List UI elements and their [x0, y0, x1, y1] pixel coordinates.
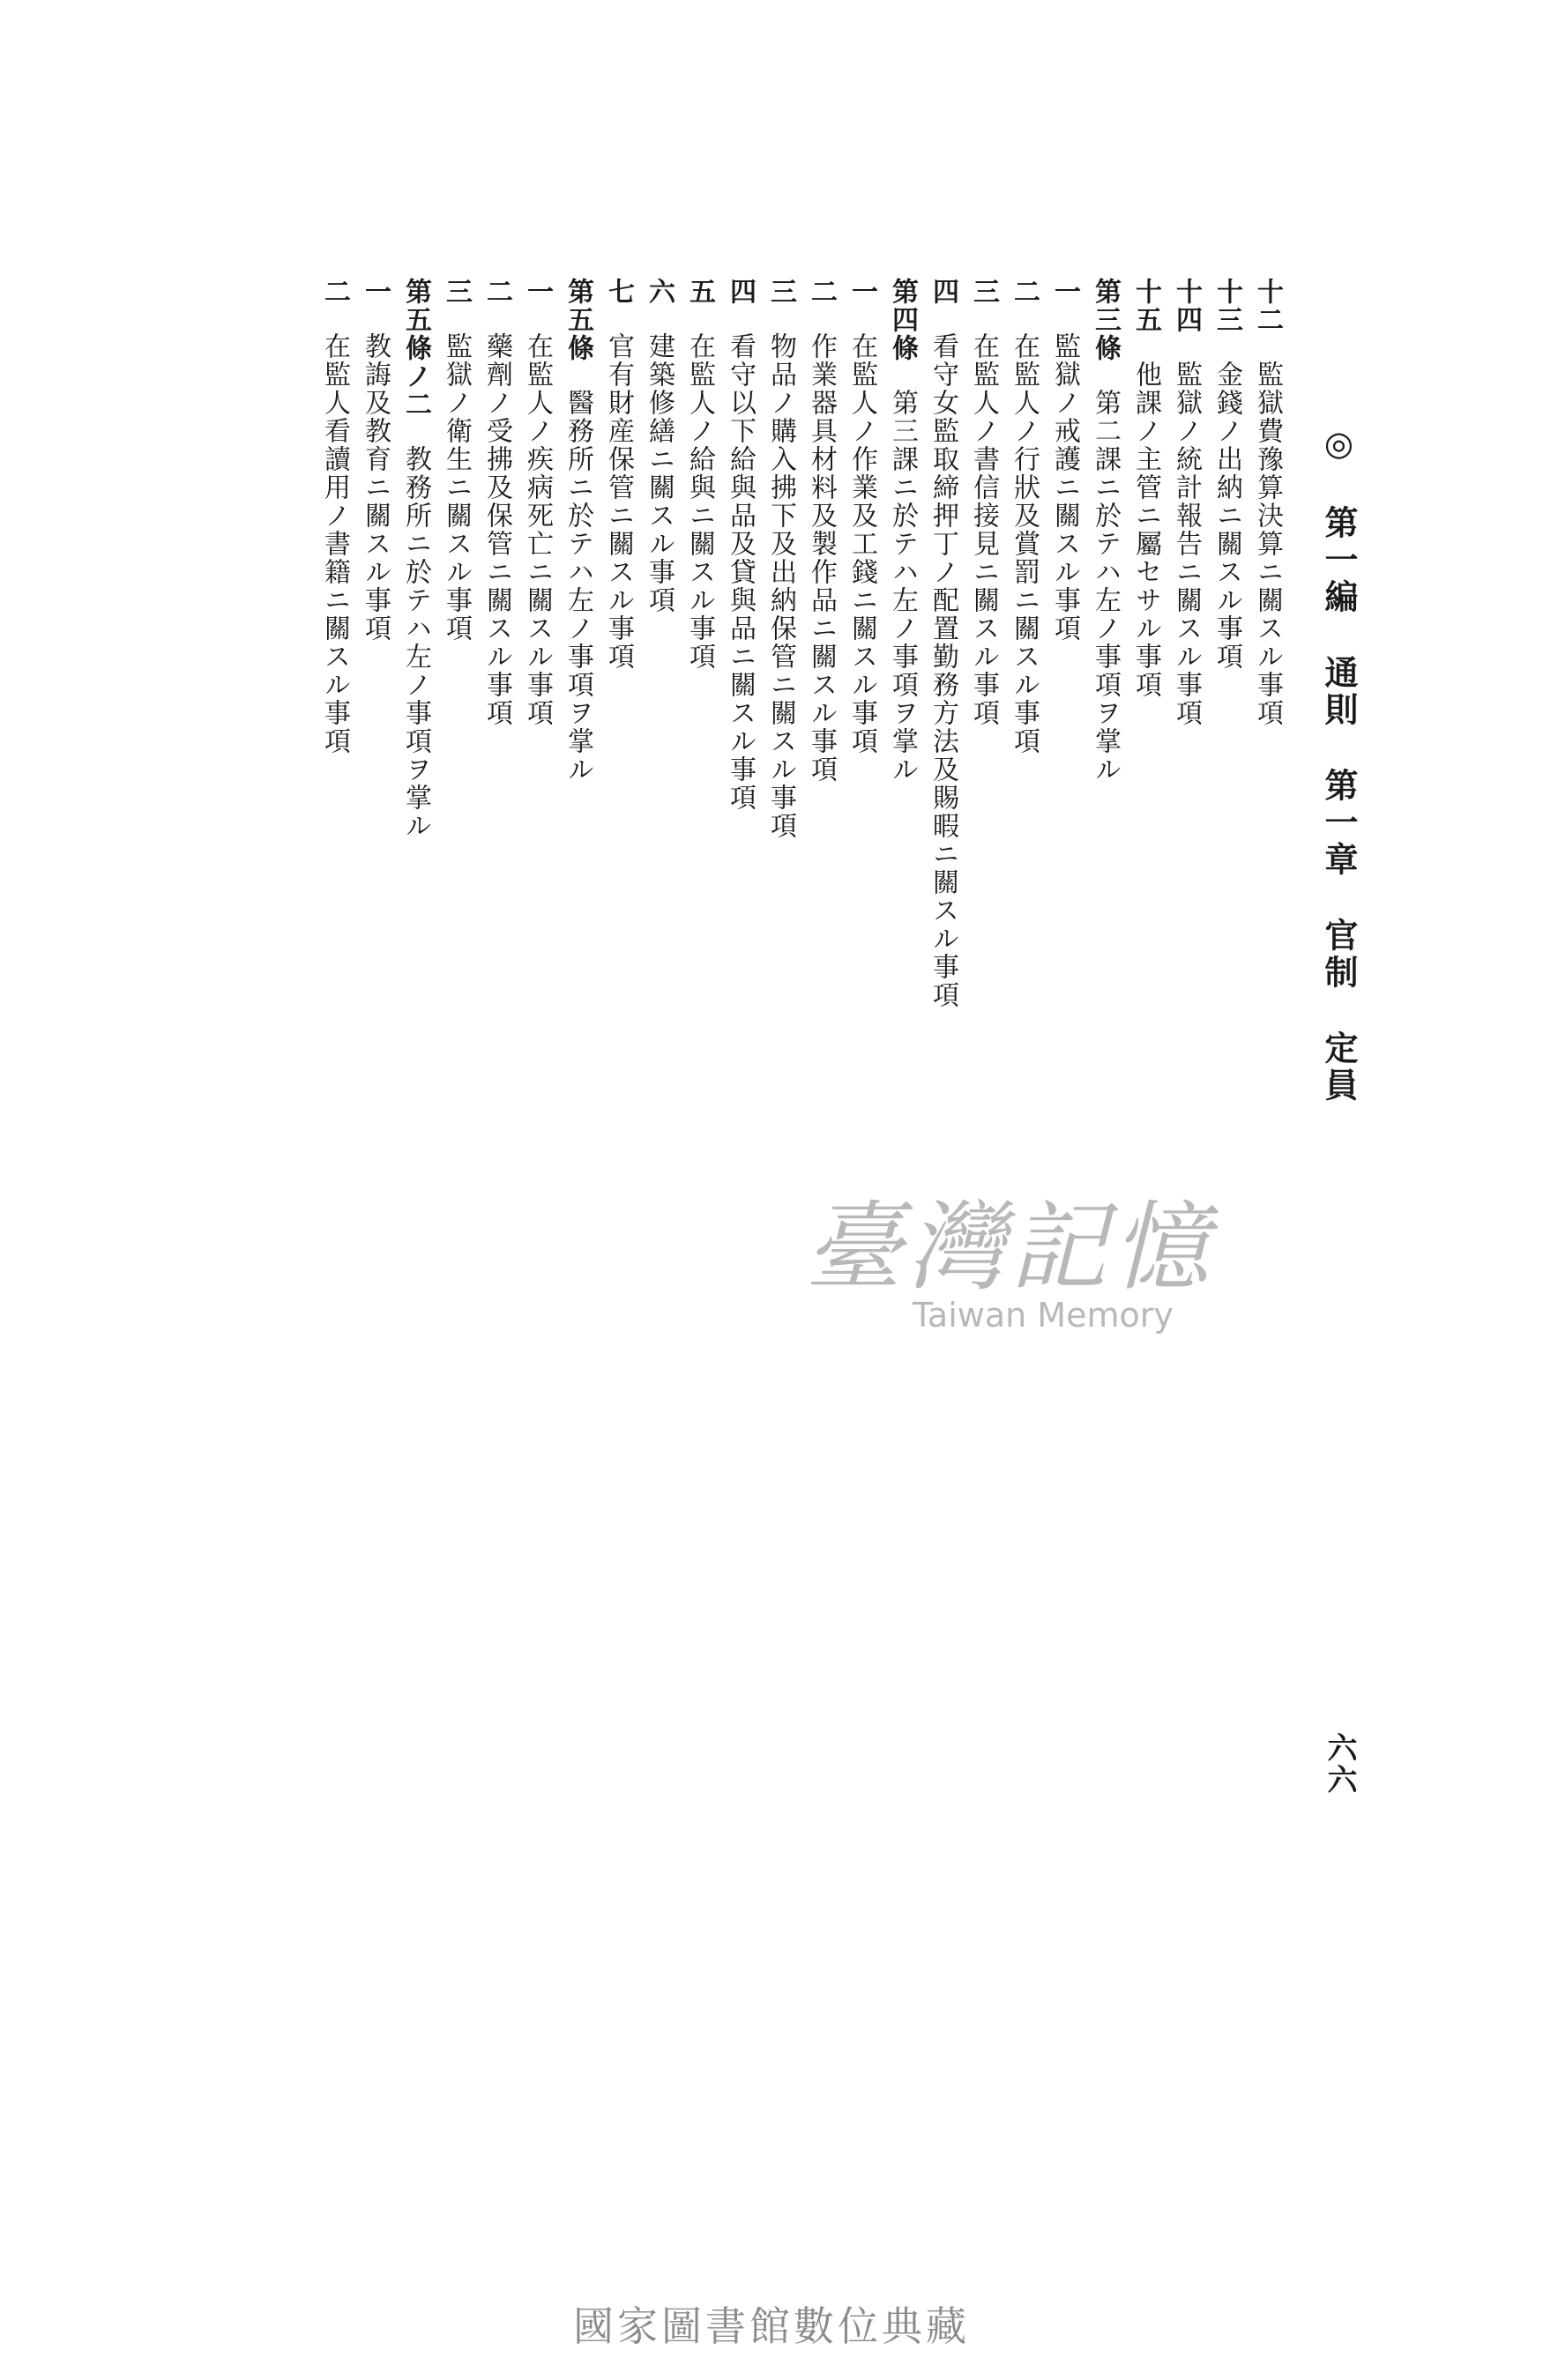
item-text: 金錢ノ出納ニ關スル事項 — [1211, 361, 1242, 671]
watermark — [763, 1190, 1256, 1335]
text-column — [354, 278, 395, 1071]
item-text: 監獄ノ統計報告ニ關スル事項 — [1171, 361, 1202, 727]
item-number: 第五條 — [563, 278, 593, 362]
header-chapter: 第一章 — [1319, 768, 1359, 879]
running-header — [1310, 423, 1363, 1104]
text-column — [1247, 278, 1287, 1071]
item-text: 在監人ノ疾病死亡ニ關スル事項 — [522, 332, 553, 727]
text-column — [476, 278, 517, 1071]
item-text: 監獄ノ衛生ニ關スル事項 — [441, 332, 472, 643]
text-column — [1206, 278, 1247, 1071]
item-number: 十二 — [1252, 278, 1283, 334]
item-text: 他課ノ主管ニ屬セサル事項 — [1130, 361, 1161, 699]
text-column — [638, 278, 679, 1071]
item-text: 在監人看讀用ノ書籍ニ關スル事項 — [319, 332, 350, 755]
text-column — [719, 278, 760, 1071]
item-number: 十四 — [1171, 278, 1202, 334]
item-text: 在監人ノ書信接見ニ關スル事項 — [968, 332, 999, 727]
text-column — [882, 278, 922, 1071]
item-text: 物品ノ購入拂下及出納保管ニ關スル事項 — [765, 332, 796, 840]
text-column — [557, 278, 598, 1071]
item-text: 教誨及教育ニ關スル事項 — [360, 332, 391, 643]
item-text: 作業器具材料及製作品ニ關スル事項 — [806, 332, 837, 784]
item-text: 藥劑ノ受拂及保管ニ關スル事項 — [481, 332, 512, 727]
item-number: 一 — [360, 278, 391, 306]
watermark-chinese: 臺灣記憶 — [805, 1191, 1214, 1304]
item-text: 第二課ニ於テハ左ノ事項ヲ掌ル — [1090, 389, 1121, 784]
item-number: 六 — [644, 278, 675, 306]
text-column — [760, 278, 801, 1071]
text-column — [436, 278, 476, 1071]
item-number: 七 — [603, 278, 634, 306]
text-column — [1085, 278, 1125, 1071]
footer-credit: 國家圖書館數位典藏 — [573, 2302, 970, 2350]
page-number: 六六 — [1322, 1732, 1357, 1796]
item-number: 三 — [441, 278, 472, 306]
item-text: 在監人ノ行狀及賞罰ニ關スル事項 — [1009, 332, 1040, 755]
text-body — [314, 278, 1287, 1071]
item-number: 一 — [846, 278, 877, 306]
item-number: 二 — [1009, 278, 1040, 306]
header-chapter-title: 官制 — [1319, 918, 1359, 992]
item-text: 醫務所ニ於テハ左ノ事項ヲ掌ル — [563, 389, 593, 784]
item-number: 二 — [319, 278, 350, 306]
item-number: 十五 — [1130, 278, 1161, 334]
item-text: 教務所ニ於テハ左ノ事項ヲ掌ル — [400, 445, 431, 840]
text-column — [963, 278, 1003, 1071]
item-text: 官有財産保管ニ關スル事項 — [603, 332, 634, 671]
item-text: 第三課ニ於テハ左ノ事項ヲ掌ル — [887, 389, 918, 784]
item-number: 二 — [481, 278, 512, 306]
text-column — [598, 278, 638, 1071]
item-number: 五 — [684, 278, 715, 306]
text-column — [801, 278, 841, 1071]
header-subtitle: 定員 — [1319, 1030, 1359, 1104]
text-column — [314, 278, 354, 1071]
item-text: 監獄ノ戒護ニ關スル事項 — [1049, 332, 1080, 643]
item-number: 二 — [806, 278, 837, 306]
text-column — [395, 278, 436, 1071]
text-column — [1044, 278, 1085, 1071]
item-text: 建築修繕ニ關スル事項 — [644, 332, 675, 614]
watermark-english: Taiwan Memory — [913, 1296, 1174, 1335]
item-number: 一 — [1049, 278, 1080, 306]
text-column — [841, 278, 882, 1071]
item-number: 三 — [968, 278, 999, 306]
item-number: 三 — [765, 278, 796, 306]
item-number: 四 — [725, 278, 756, 306]
item-number: 十三 — [1211, 278, 1242, 334]
item-text: 看守以下給與品及貸與品ニ關スル事項 — [725, 332, 756, 812]
item-text: 在監人ノ給與ニ關スル事項 — [684, 332, 715, 671]
item-number: 四 — [928, 278, 958, 306]
text-column — [679, 278, 719, 1071]
text-column — [922, 278, 963, 1071]
item-text: 看守女監取締押丁ノ配置勤務方法及賜暇ニ關スル事項 — [928, 332, 958, 1009]
header-section: 通則 — [1319, 655, 1359, 729]
item-text: 在監人ノ作業及工錢ニ關スル事項 — [846, 332, 877, 755]
text-column — [1166, 278, 1206, 1071]
text-column — [517, 278, 557, 1071]
header-mark: ◎ — [1319, 423, 1359, 466]
item-text: 監獄費豫算決算ニ關スル事項 — [1252, 361, 1283, 727]
item-number: 一 — [522, 278, 553, 306]
text-column — [1003, 278, 1044, 1071]
text-column — [1125, 278, 1166, 1071]
item-number: 第五條ノ二 — [400, 278, 431, 419]
item-number: 第四條 — [887, 278, 918, 362]
header-part: 第一編 — [1319, 505, 1359, 616]
item-number: 第三條 — [1090, 278, 1121, 362]
